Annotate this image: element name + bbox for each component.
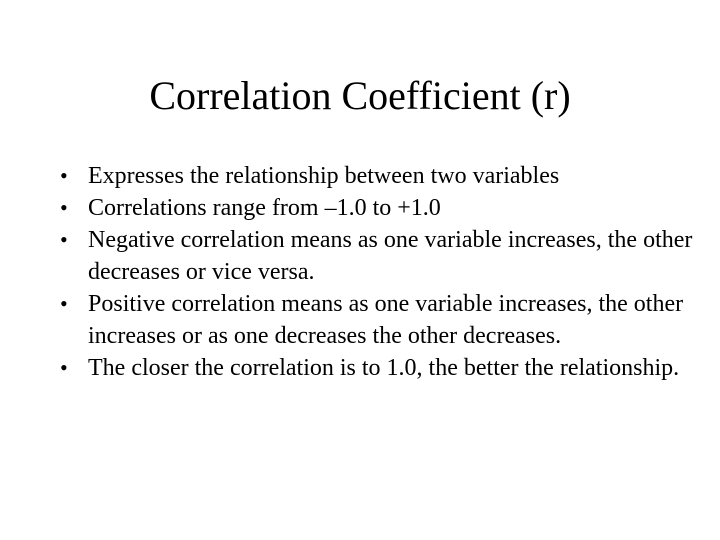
bullet-item-2 [56, 192, 696, 224]
bullet-text-3: Negative correlation means as one variable increases, the other decreases or vice versa. [88, 227, 693, 285]
bullet-text-5: The closer the correlation is to 1.0, the better the relationship. [88, 355, 680, 381]
bullet-text-4: Positive correlation means as one variable increases, the other increases or as one decreases the other decreases. [88, 291, 684, 349]
bullet-dot-icon: • [60, 291, 68, 316]
slide-title: Correlation Coefficient (r) [149, 73, 571, 118]
bullet-list [56, 160, 696, 384]
bullet-text-1: Expresses the relationship between two variables [88, 163, 560, 189]
bullet-item-5 [56, 352, 696, 384]
bullet-dot-icon: • [60, 195, 68, 220]
bullet-dot-icon: • [60, 355, 68, 380]
bullet-text-2: Correlations range from –1.0 to +1.0 [88, 195, 441, 221]
bullet-dot-icon: • [60, 163, 68, 188]
bullet-dot-icon: • [60, 227, 68, 252]
bullet-item-4 [56, 288, 696, 352]
bullet-item-3 [56, 224, 696, 288]
bullet-item-1 [56, 160, 696, 192]
